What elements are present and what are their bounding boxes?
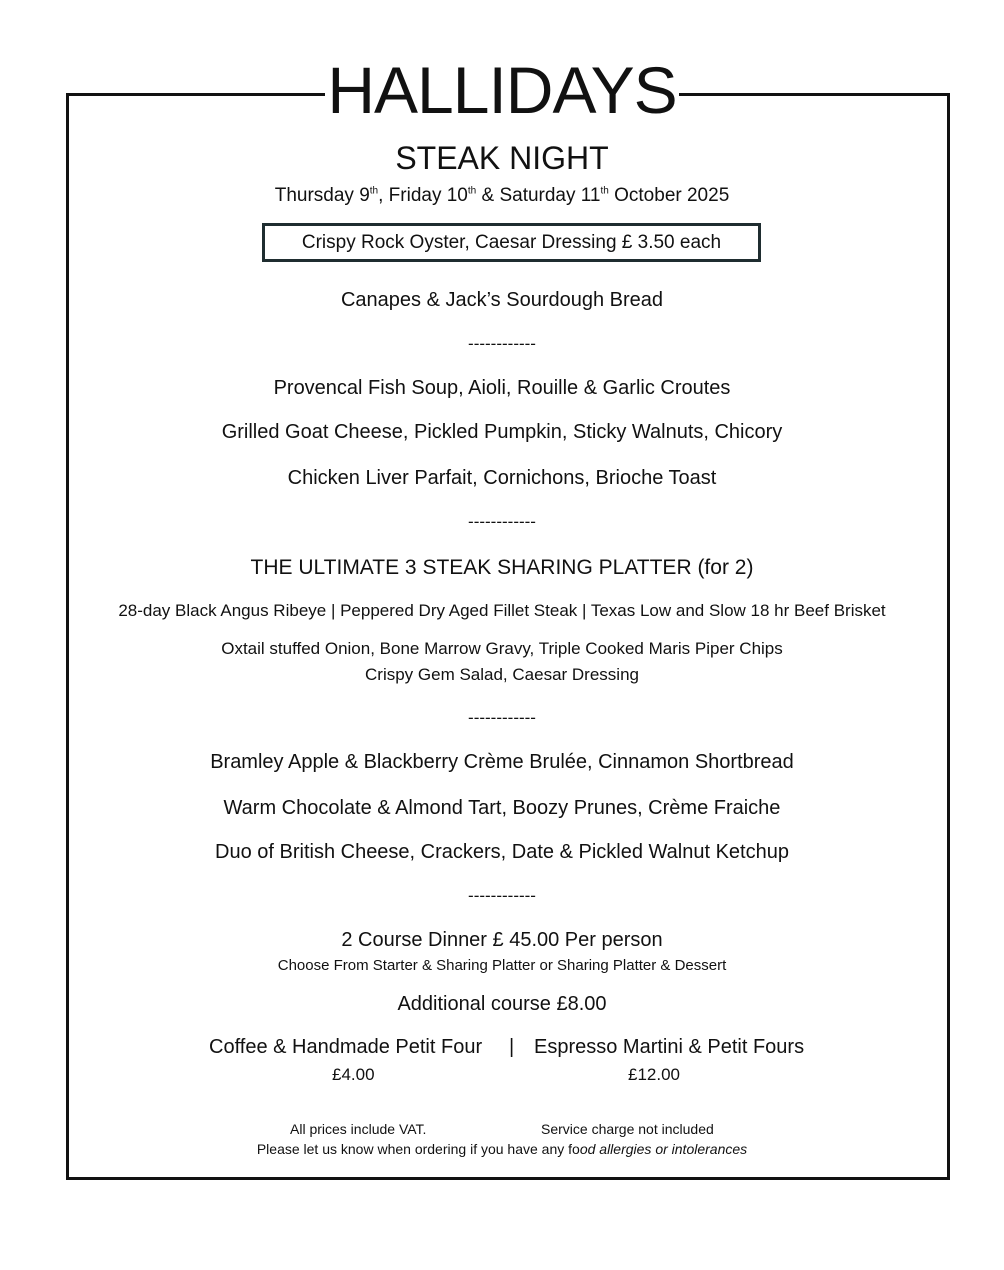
event-dates: Thursday 9th, Friday 10th & Saturday 11th October 2025	[274, 185, 730, 206]
allergy-note: Please let us know when ordering if you have any food allergies or intolerances	[256, 1141, 748, 1157]
platter-sides: Oxtail stuffed Onion, Bone Marrow Gravy, Triple Cooked Maris Piper Chips	[221, 639, 783, 658]
platter-heading: THE ULTIMATE 3 STEAK SHARING PLATTER (for 2)	[250, 556, 754, 579]
dinner-price: 2 Course Dinner £ 45.00 Per person	[341, 929, 663, 951]
service-charge-note: Service charge not included	[541, 1121, 714, 1137]
dessert-item: Duo of British Cheese, Crackers, Date & Pickled Walnut Ketchup	[215, 841, 789, 863]
restaurant-logo	[0, 50, 1004, 130]
platter-salad: Crispy Gem Salad, Caesar Dressing	[365, 665, 639, 684]
coffee-label: Coffee & Handmade Petit Four	[209, 1036, 483, 1058]
oyster-offer: Crispy Rock Oyster, Caesar Dressing £ 3.50 each	[262, 223, 761, 262]
martini-label: Espresso Martini & Petit Fours	[534, 1036, 805, 1058]
starter-item: Chicken Liver Parfait, Cornichons, Brioche Toast	[287, 467, 717, 489]
dessert-item: Bramley Apple & Blackberry Crème Brulée, Cinnamon Shortbread	[210, 751, 794, 773]
dinner-note: Choose From Starter & Sharing Platter or Sharing Platter & Dessert	[277, 957, 727, 974]
extras-separator: |	[509, 1036, 515, 1058]
coffee-price: £4.00	[332, 1065, 375, 1084]
canapes-item: Canapes & Jack’s Sourdough Bread	[340, 289, 664, 311]
course-divider: ------------	[468, 708, 536, 727]
dessert-item: Warm Chocolate & Almond Tart, Boozy Prunes, Crème Fraiche	[223, 797, 781, 819]
brand-name: HALLIDAYS	[325, 50, 678, 130]
starter-item: Provencal Fish Soup, Aioli, Rouille & Garlic Croutes	[273, 377, 731, 399]
event-title: STEAK NIGHT	[395, 140, 609, 176]
platter-steaks: 28-day Black Angus Ribeye | Peppered Dry Aged Fillet Steak | Texas Low and Slow 18 hr Beef Brisket	[118, 601, 886, 620]
course-divider: ------------	[468, 334, 536, 353]
martini-price: £12.00	[628, 1065, 680, 1084]
course-divider: ------------	[468, 886, 536, 905]
starter-item: Grilled Goat Cheese, Pickled Pumpkin, Sticky Walnuts, Chicory	[221, 421, 783, 443]
vat-note: All prices include VAT.	[290, 1121, 427, 1137]
course-divider: ------------	[468, 512, 536, 531]
additional-course-price: Additional course £8.00	[397, 993, 607, 1015]
